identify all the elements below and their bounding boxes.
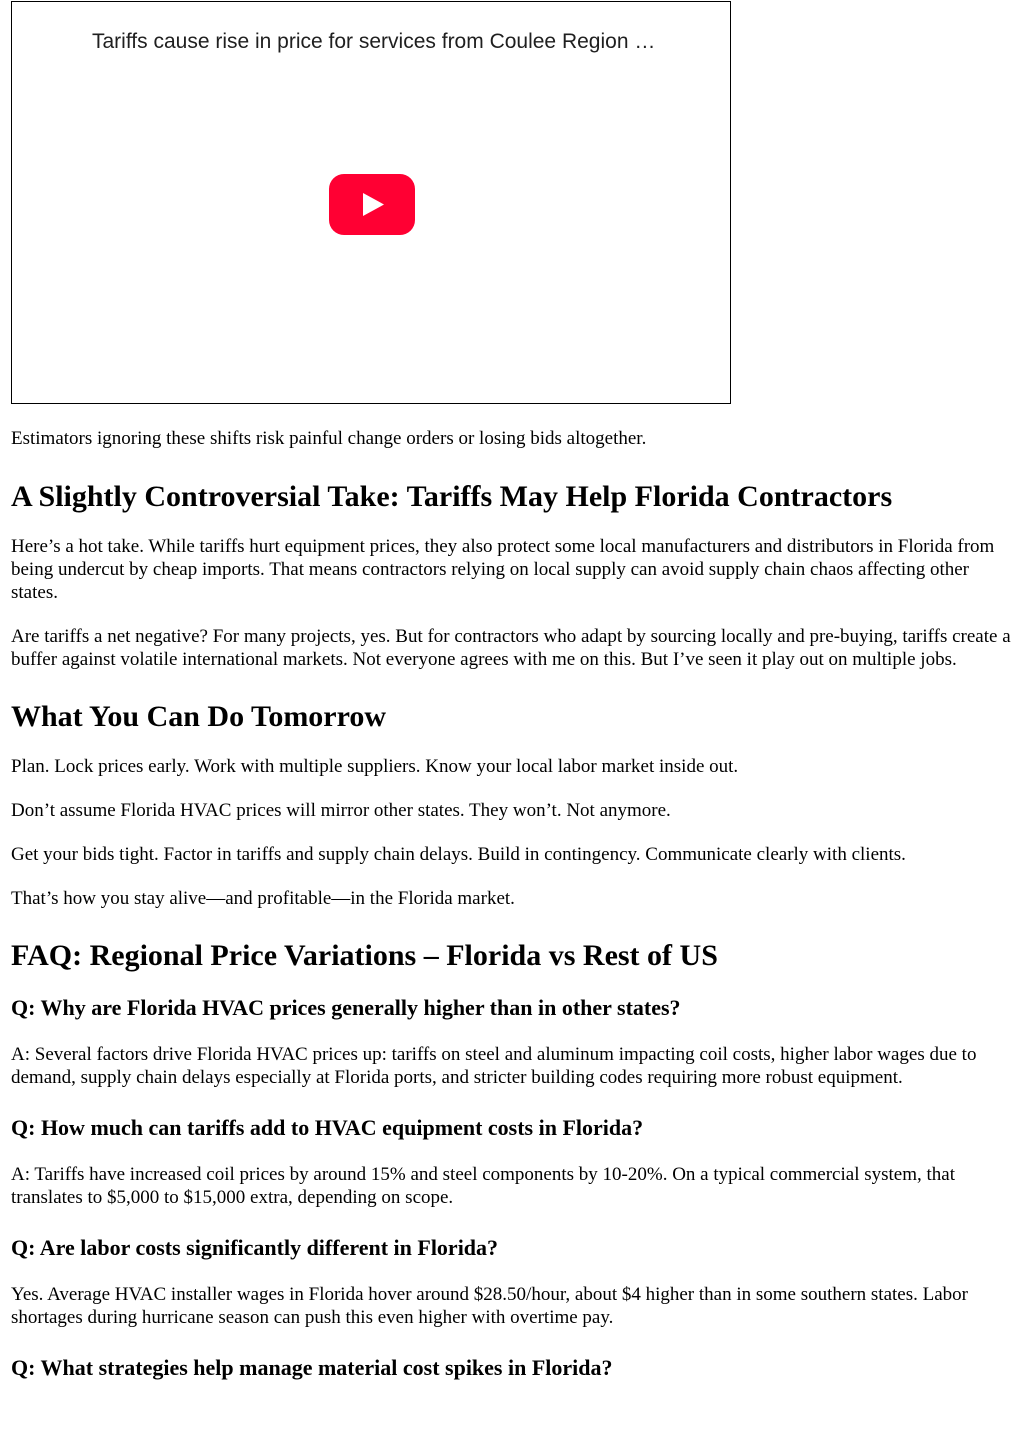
faq-answer-2: A: Tariffs have increased coil prices by around 15% and steel components by 10-20%. On a typical commercial system, that translates to $5,000 to $15,000 extra, depending on scope. [11, 1164, 955, 1208]
faq-question-3: Q: Are labor costs significantly different in Florida? [11, 1235, 499, 1260]
take-paragraph-2: Are tariffs a net negative? For many projects, yes. But for contractors who adapt by sourcing locally and pre-buying, tariffs create a buffer against volatile international markets. Not everyone agrees with me on this. But I’ve seen it play out on multiple jobs. [11, 626, 1011, 670]
heading-faq: FAQ: Regional Price Variations – Florida vs Rest of US [11, 939, 718, 972]
video-title[interactable]: Tariffs cause rise in price for services from Coulee Region … [92, 30, 656, 53]
heading-controversial-take: A Slightly Controversial Take: Tariffs May Help Florida Contractors [11, 480, 893, 513]
faq-question-4: Q: What strategies help manage material cost spikes in Florida? [11, 1355, 613, 1380]
youtube-play-icon[interactable] [329, 174, 415, 235]
faq-answer-1: A: Several factors drive Florida HVAC prices up: tariffs on steel and aluminum impacting coil costs, higher labor wages due to demand, supply chain delays especially at Florida ports, and stricter building codes requiring more robust equipment. [11, 1044, 977, 1088]
faq-question-2: Q: How much can tariffs add to HVAC equipment costs in Florida? [11, 1115, 644, 1140]
faq-question-1: Q: Why are Florida HVAC prices generally higher than in other states? [11, 995, 681, 1020]
heading-what-you-can-do: What You Can Do Tomorrow [11, 700, 387, 733]
tomorrow-paragraph-4: That’s how you stay alive—and profitable—in the Florida market. [11, 888, 515, 909]
tomorrow-paragraph-2: Don’t assume Florida HVAC prices will mirror other states. They won’t. Not anymore. [11, 800, 671, 821]
tomorrow-paragraph-3: Get your bids tight. Factor in tariffs and supply chain delays. Build in contingency. Communicate clearly with clients. [11, 844, 906, 865]
faq-answer-3: Yes. Average HVAC installer wages in Florida hover around $28.50/hour, about $4 higher than in some southern states. Labor shortages during hurricane season can push this even higher with overtime pay. [11, 1284, 968, 1328]
video-caption: Estimators ignoring these shifts risk painful change orders or losing bids altogether. [11, 428, 647, 449]
take-paragraph-1: Here’s a hot take. While tariffs hurt equipment prices, they also protect some local manufacturers and distributors in Florida from being undercut by cheap imports. That means contractors relying on local supply can avoid supply chain chaos affecting other states. [11, 536, 995, 603]
article-content [11, 0, 1011, 1381]
tomorrow-paragraph-1: Plan. Lock prices early. Work with multiple suppliers. Know your local labor market inside out. [11, 756, 739, 777]
video-embed[interactable] [11, 1, 731, 404]
